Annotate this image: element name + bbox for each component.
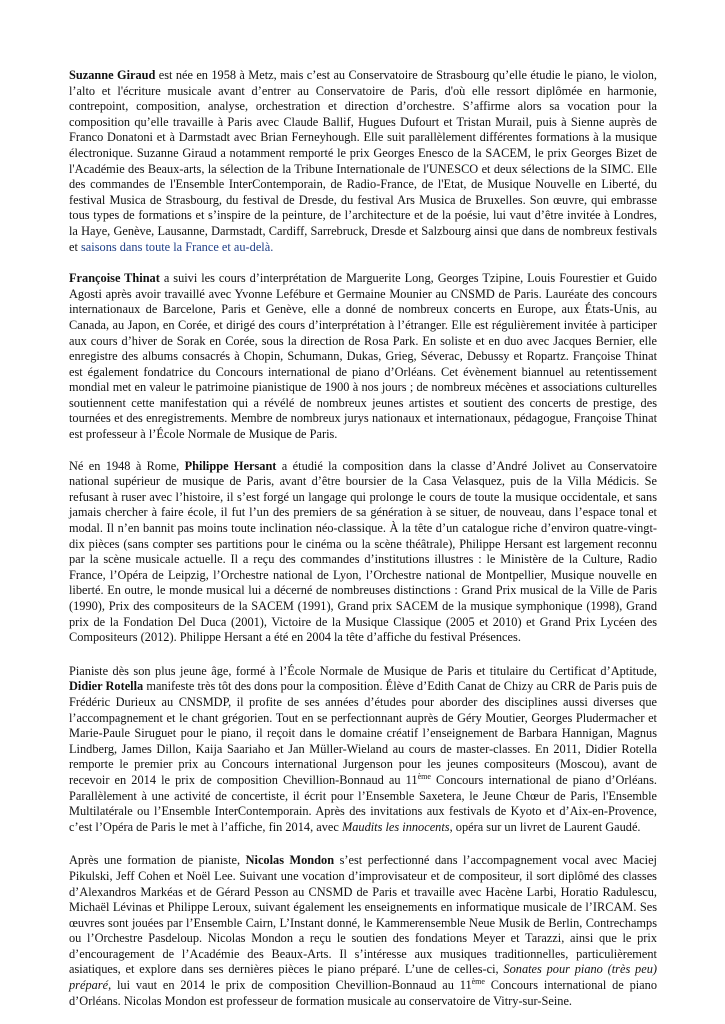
work-title: Sonates pour piano (très peu) préparé [69, 962, 657, 993]
person-name: Philippe Hersant [184, 458, 277, 473]
bio-text-2: , lui vaut en 2014 le prix de composition Chevillion-Bonnaud au 11 [108, 978, 472, 993]
work-title: Maudits les innocents [341, 819, 450, 834]
bio-text: s’est perfectionné dans l’accompagnement vocal avec Maciej Pikulski, Jeff Cohen et Noël Lee. Suivant une vocation d’improvisateur et de compositeur, il sort diplômé des classes d’Alexandros Markéas et de Gérard Pesson au CNSMD de Paris et travaille avec Hacène Larbi, Horatio Radulescu, Michaël Lévinas et Philippe Leroux, suivant également les enseignements en informatique musicale de l’IRCAM. Ses œuvres sont jouées par l’Ensemble Cairn, L’Instant donné, le Kammerensemble Neue Musik de Berlin, Contrechamps ou l’Orchestre Pasdeloup. Nicolas Mondon a reçu le soutien des fondations Meyer et Tarazzi, ainsi que le prix d’encouragement de l’Académie des Beaux-Arts. Il s’intéresse aux musiques traditionnelles, particulièrement asiatiques, et explore dans ses dernières pièces le piano préparé. L’une de celles-ci, [69, 853, 657, 977]
ordinal-suffix: ème [471, 977, 485, 987]
bio-text-2: Concours international de piano d’Orléans. Parallèlement à une activité de concertiste, il écrit pour l’Ensemble Saxetera, le Jeune Chœur de Paris, l'Ensemble Multilatérale ou l’Ensemble InterContemporain. Après des invitations aux festivals de Kyoto et d’Aix-en-Provence, c’est l’Opéra de Paris le met à l’affiche, fin 2014, avec [69, 772, 657, 834]
person-name: Françoise Thinat [69, 271, 160, 286]
bio-nicolas-mondon [69, 853, 657, 1009]
bio-lead: Né en 1948 à Rome, [69, 458, 185, 473]
bio-philippe-hersant [69, 459, 657, 646]
bio-didier-rotella [69, 664, 657, 836]
person-name: Didier Rotella [69, 679, 144, 694]
bio-text: a étudié la composition dans la classe d’André Jolivet au Conservatoire national supérieur de musique de Paris, avant d’être boursier de la Casa Velasquez, puis de la Villa Médicis. Se refusant à ruser avec l’histoire, il s’est forgé un langage qui prolonge le cours de toute la musique occidentale, et sans jamais chercher à faire école, il fut l’un des premiers de sa génération à se situer, de nouveau, dans l’espace tonal et modal. Il n’en bannit pas moins toute inclination néo-classique. À la tête d’un catalogue riche d’environ quatre-vingt-dix pièces (sans compter ses partitions pour le cinéma ou la scène théâtrale), Philippe Hersant est largement reconnu par la scène musicale actuelle. Il a reçu des commandes d’institutions illustres : le Ministère de la Culture, Radio France, l’Opéra de Leipzig, l’Orchestre national de Lyon, l’Orchestre national de Montpellier, Musique nouvelle en liberté. En outre, le monde musical lui a décerné de nombreuses distinctions : Grand Prix musical de la Ville de Paris (1990), Prix des compositeurs de la SACEM (1991), Grand prix SACEM de la musique symphonique (1998), Grand prix de la Fondation Del Duca (2001), Victoire de la Musique Classique (2005 et 2010) et Grand Prix Lycéen des Compositeurs (2012). Philippe Hersant a été en 2004 la tête d’affiche du festival Présences. [69, 458, 658, 645]
person-name: Suzanne Giraud [69, 68, 156, 82]
bio-lead: Pianiste dès son plus jeune âge, formé à l’École Normale de Musique de Paris et titulaire du Certificat d’Aptitude, [69, 663, 657, 678]
bio-lead: Après une formation de pianiste, [69, 853, 246, 868]
bio-text: a suivi les cours d’interprétation de Marguerite Long, Georges Tzipine, Louis Fourestier et Guido Agosti après avoir travaillé avec Yvonne Lefébure et Germaine Mounier au CNSMD de Paris. Lauréate des concours internationaux de Barcelone, Paris et Genève, elle a donné de nombreux concerts en Europe, aux États-Unis, au Canada, au Japon, en Corée, et dirigé des cours d’interprétation à l’étranger. Elle est régulièrement invitée à participer aux cours d’hiver de Sorak en Corée, sous la direction de Rosa Park. En soliste et en duo avec Jacques Bernier, elle enregistre des albums consacrés à Chopin, Schumann, Dukas, Grieg, Séverac, Debussy et Ropartz. Françoise Thinat est également fondatrice du Concours international de piano d’Orléans. Cet évènement biannuel au retentissement mondial met en valeur le patrimoine pianistique de 1900 à nos jours ; de nombreux mécènes et associations culturelles soutiennent cette manifestation qui a révélé de nombreux jeunes artistes et soutient des concerts de prestige, des tournées et des enregistrements. Membre de nombreux jurys nationaux et internationaux, pédagogue, Françoise Thinat est professeur à l’École Normale de Musique de Paris. [69, 271, 657, 442]
bio-text-3: , opéra sur un livret de Laurent Gaudé. [449, 819, 641, 834]
ordinal-suffix: ème [417, 771, 431, 781]
bio-text: est née en 1958 à Metz, mais c’est au Conservatoire de Strasbourg qu’elle étudie le piano, le violon, l’alto et l'écriture musicale avant d’entrer au Conservatoire de Paris, d'où elle ressort diplômée en harmonie, contrepoint, composition, analyse, orchestration et direction d’orchestre. S’affirme alors sa vocation pour la composition qu’elle travaille à Paris avec Claude Ballif, Hugues Dufourt et Tristan Murail, puis à Sienne auprès de Franco Donatoni et à Darmstadt avec Brian Ferneyhough. Elle suit parallèlement différentes formations à la musique électronique. Suzanne Giraud a notamment remporté le prix Georges Enesco de la SACEM, le prix Georges Bizet de l'Académie des Beaux-arts, la sélection de la Tribune Internationale de l'UNESCO et deux sélections de la SIMC. Elle des commandes de l'Ensemble InterContemporain, de Radio-France, de l'Etat, de Musique Nouvelle en Liberté, du festival Musica de Strasbourg, du festival de Dresde, du festival Ars Musica de Bruxelles. Son œuvre, qui embrasse tous types de formations et s’inspire de la peinture, de l’architecture et de la poésie, lui vaut d’être invitée à Londres, la Haye, Genève, Lausanne, Darmstadt, Cardiff, Sarrebruck, Dresde et Salzbourg ainsi que dans de nombreux festivals et [69, 68, 657, 254]
bio-text: manifeste très tôt des dons pour la composition. Élève d’Edith Canat de Chizy au CRR de Paris puis de Frédéric Durieux au CNSMDP, il profite de ses années d’études pour aborder des disciplines aussi diverses que l’accompagnement et le chant grégorien. Tout en se perfectionnant auprès de Géry Moutier, Georges Pludermacher et Marie-Paule Siruguet pour le piano, il reçoit dans le domaine créatif l’enseignement de Barbara Hannigan, Magnus Lindberg, James Dillon, Kaija Saariaho et Jan Müller-Wieland au cours de master-classes. En 2011, Didier Rotella remporte le premier prix au Concours international Jurgenson pour les jeunes compositeurs (Moscou), avant de recevoir en 2014 le prix de composition Chevillion-Bonnaud au 11 [69, 679, 657, 787]
bio-text-3: Concours international de piano d’Orléans. Nicolas Mondon est professeur de formation musicale au conservatoire de Vitry-sur-Seine. [69, 978, 657, 1008]
bio-text-tail: saisons dans toute la France et au-delà. [81, 239, 274, 254]
bio-suzanne-giraud [69, 68, 657, 255]
bio-francoise-thinat [69, 271, 657, 443]
person-name: Nicolas Mondon [245, 853, 335, 868]
